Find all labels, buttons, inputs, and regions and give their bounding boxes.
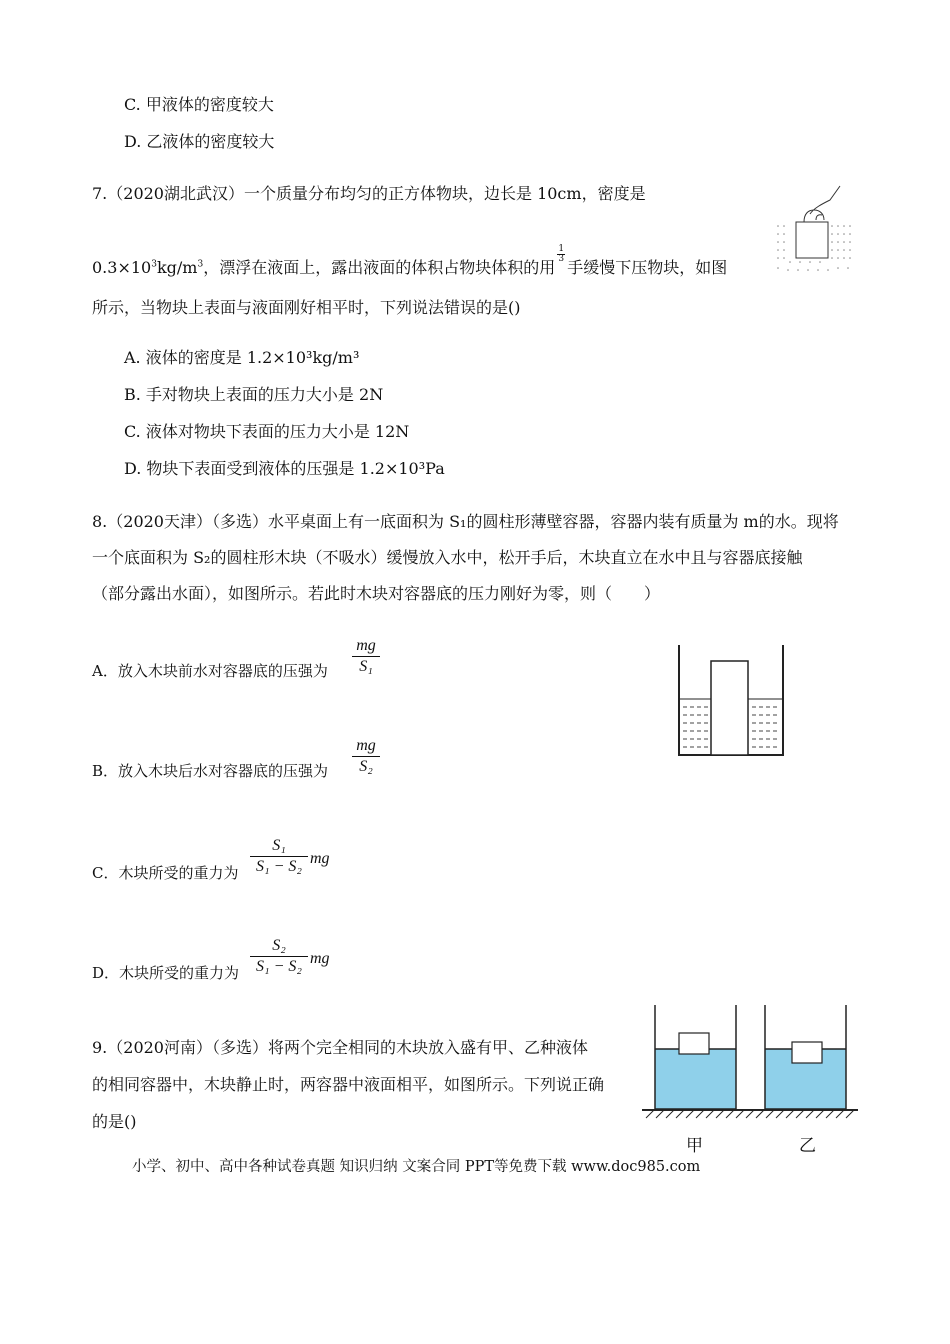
q9-stem-line3: 的是()	[92, 1112, 137, 1131]
page-footer: 小学、初中、高中各种试卷真题 知识归纳 文案合同 PPT等免费下载 www.doc985.com	[132, 1159, 701, 1175]
q8-option-b-fraction: mg S₂	[352, 736, 380, 777]
q7-option-d: D. 物块下表面受到液体的压强是 1.2×10³Pa	[124, 459, 445, 478]
q7-option-b: B. 手对物块上表面的压力大小是 2N	[124, 385, 384, 404]
q8-option-a-fraction: mg S₁	[352, 636, 380, 677]
q9-stem-line1: 9.（2020河南）（多选）将两个完全相同的木块放入盛有甲、乙种液体	[92, 1038, 588, 1057]
q8-option-b: B．放入木块后水对容器底的压强为	[92, 762, 329, 780]
q9-label-yi: 乙	[799, 1136, 816, 1156]
q6-option-c: C. 甲液体的密度较大	[124, 95, 274, 114]
q9-stem-line2: 的相同容器中，木块静止时，两容器中液面相平，如图所示。下列说正确	[92, 1075, 605, 1094]
q7-option-c: C. 液体对物块下表面的压力大小是 12N	[124, 422, 410, 441]
q8-option-d: D．木块所受的重力为	[92, 964, 240, 982]
q7-option-a: A. 液体的密度是 1.2×10³kg/m³	[124, 348, 360, 367]
q7-stem-line2: $0.3\times 10^3kg/m^3$，漂浮在液面上，露出液面的体积占物块体积的用 $\frac{1}{3}$ 手缓慢下压物块，如图	[92, 244, 728, 277]
q7-stem-line3: 所示，当物块上表面与液面刚好相平时，下列说法错误的是()	[92, 298, 521, 317]
q8-stem-line1: 8.（2020天津）（多选）水平桌面上有一底面积为 S₁的圆柱形薄壁容器，容器内装有质量为 m的水。现将	[92, 512, 839, 531]
q8-option-c: C．木块所受的重力为	[92, 864, 239, 882]
q8-stem-line2: 一个底面积为 S₂的圆柱形木块（不吸水）缓慢放入水中，松开手后，木块直立在水中且与容器底接触	[92, 548, 803, 567]
q8-option-d-mg: mg	[310, 950, 330, 967]
q6-option-d: D. 乙液体的密度较大	[124, 132, 275, 151]
q8-option-a: A．放入木块前水对容器底的压强为	[92, 662, 328, 680]
q7-figure	[774, 182, 854, 282]
q9-label-jia: 甲	[686, 1136, 703, 1156]
q7-stem-line1: 7.（2020湖北武汉）一个质量分布均匀的正方体物块，边长是 10cm，密度是	[92, 184, 646, 203]
q9-figure	[642, 1003, 862, 1128]
q8-figure	[676, 643, 796, 758]
q8-option-d-fraction: S₂ S₁ − S₂	[250, 936, 308, 977]
q8-stem-line3: （部分露出水面），如图所示。若此时木块对容器底的压力刚好为零，则（ ）	[92, 584, 661, 603]
q8-option-c-mg: mg	[310, 850, 330, 867]
q8-option-c-fraction: S₁ S₁ − S₂	[250, 836, 308, 877]
